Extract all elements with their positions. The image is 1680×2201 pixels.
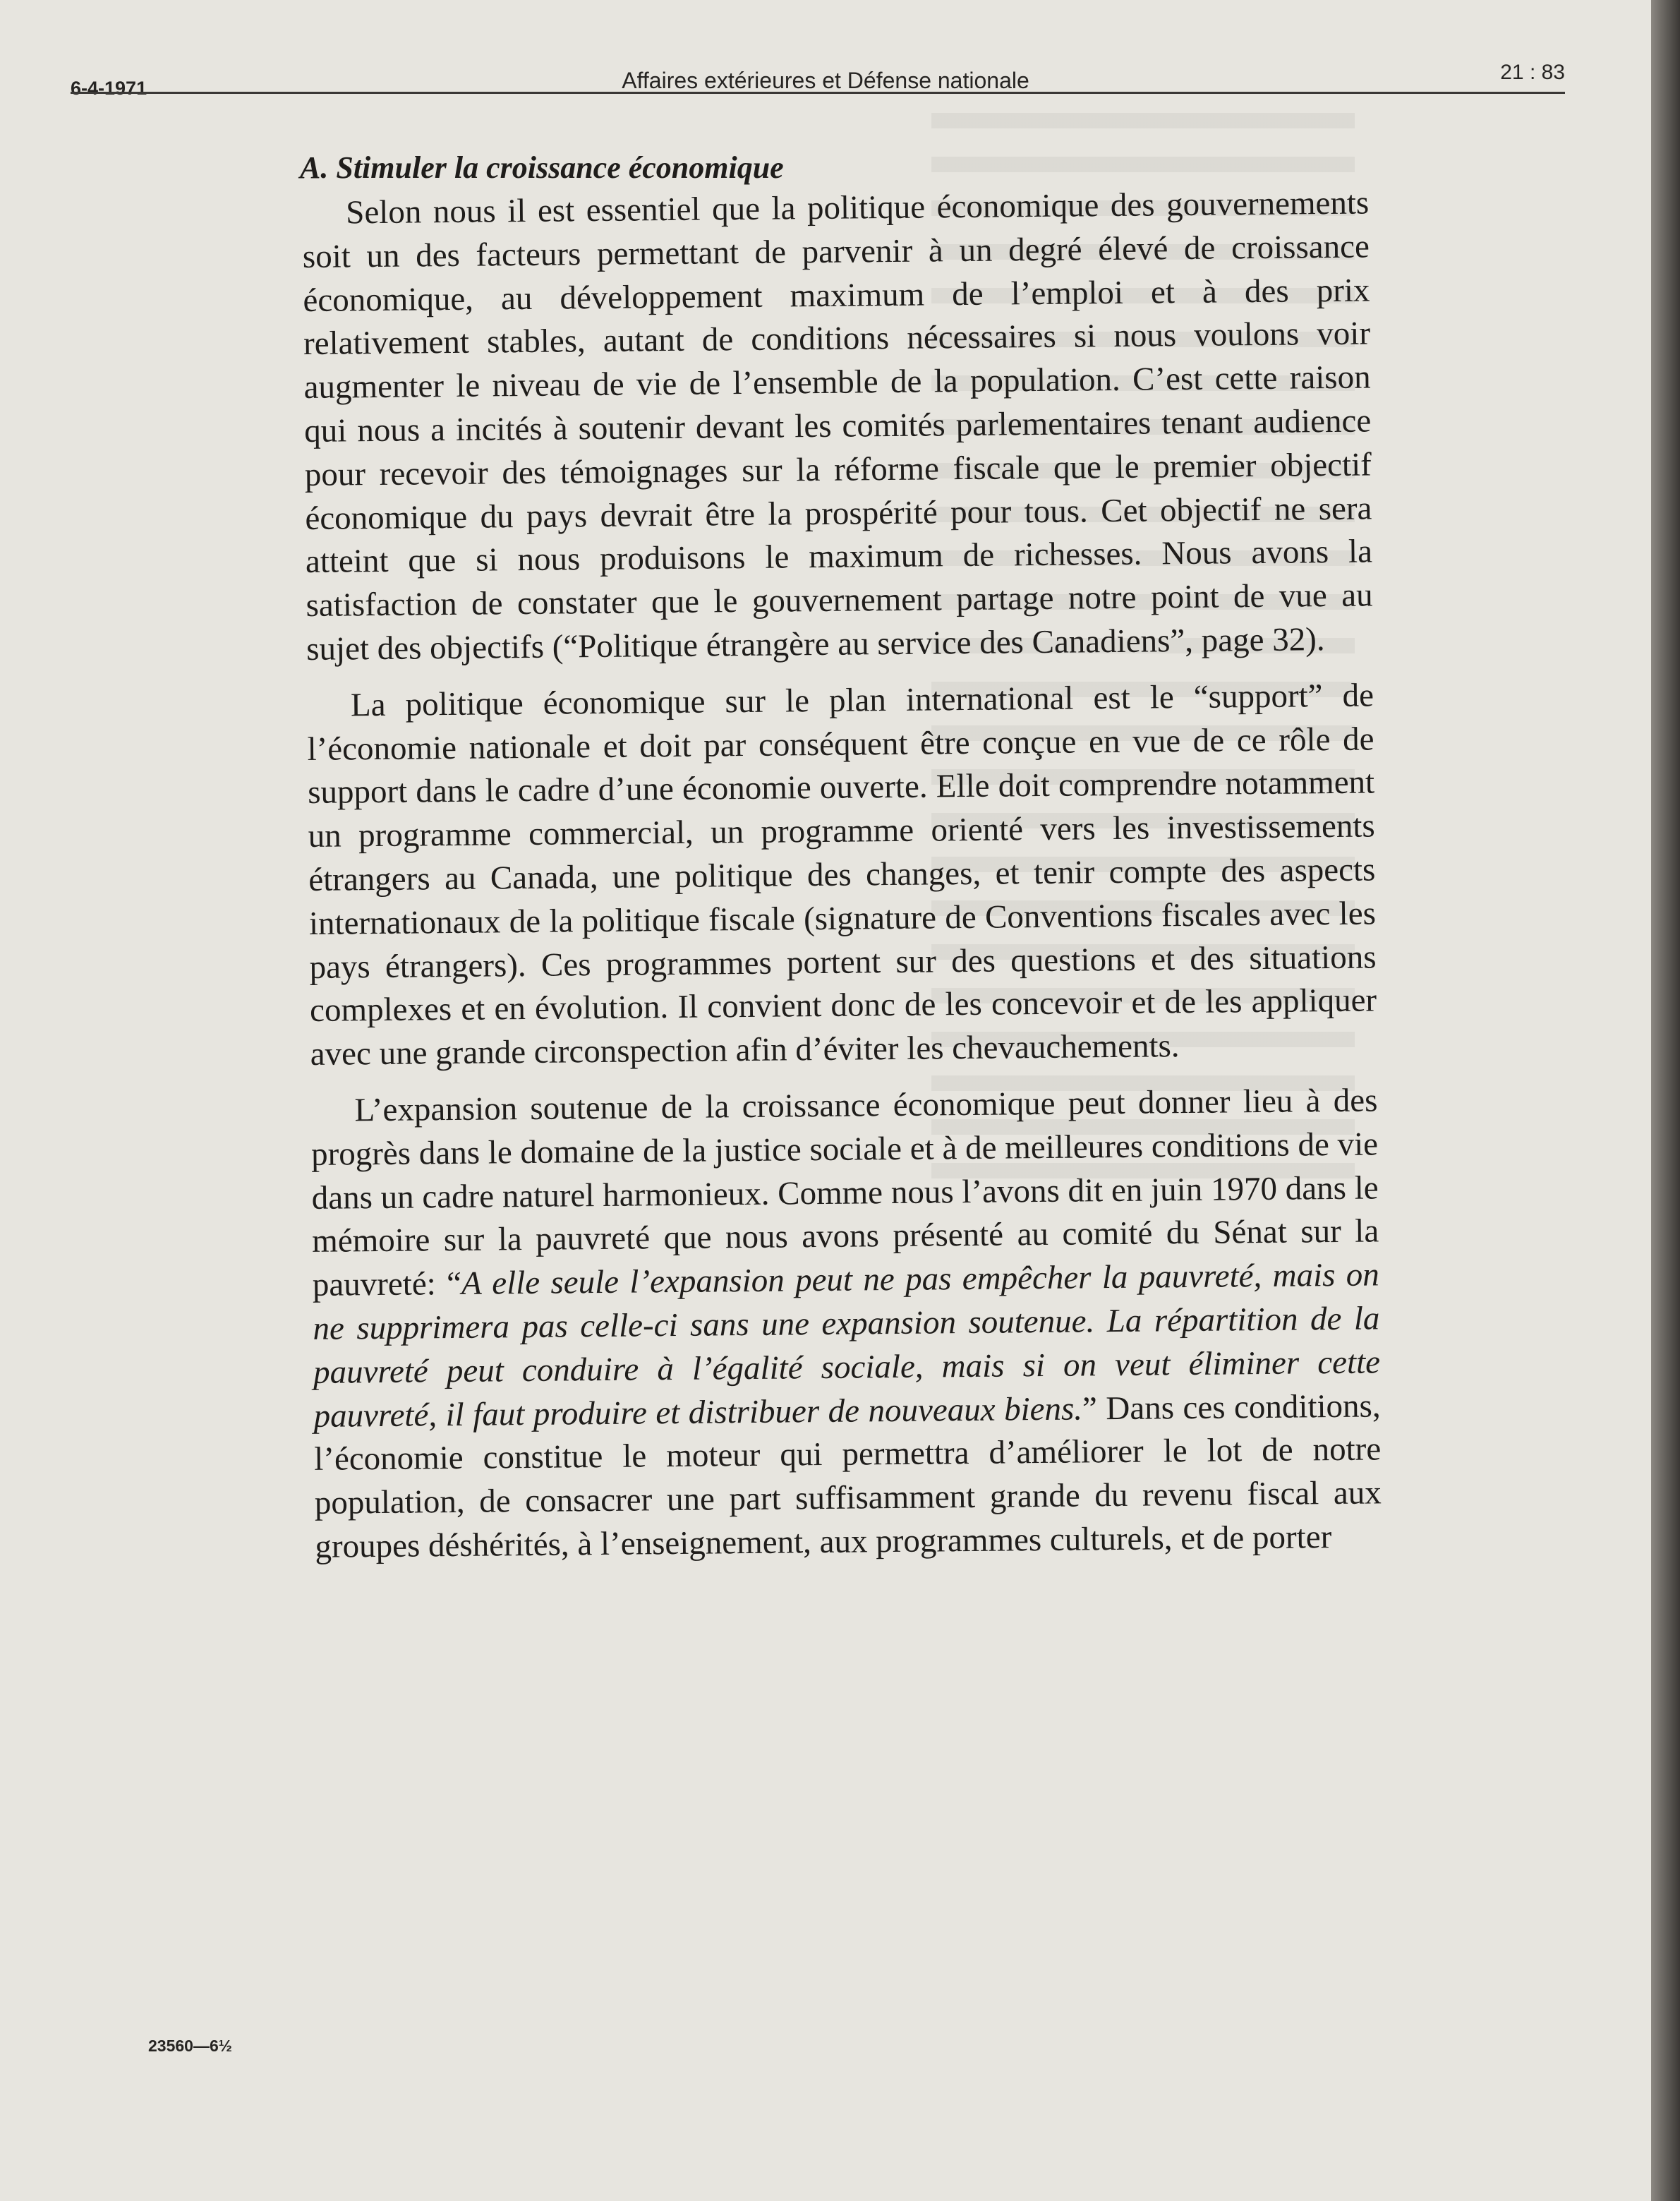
header-page-number: 21 : 83 bbox=[1500, 61, 1565, 84]
section-heading: A. Stimuler la croissance économique bbox=[300, 150, 784, 185]
paragraph-3-intro: L’expansion soutenue de la croissance économique peut donner lieu à des progrès dans le domaine de la justice sociale et à de meilleures conditions de vie dans un cadre naturel harmonieux. Comme nous l’avons dit en juin 1970 dans le mémoire sur la pauvreté que nous avons présenté au comité du Sénat sur la pauvreté: “ bbox=[310, 1082, 1379, 1304]
footer-code: 23560—6½ bbox=[148, 2037, 232, 2055]
paragraph-3 bbox=[310, 1079, 1382, 1569]
paragraph-3-rest: ” Dans ces conditions, l’économie constitue le moteur qui permettra d’améliorer le lot de notre population, de consacrer une part suffisamment grande du revenu fiscal aux groupes déshérités, à l’enseignement, aux programmes culturels, et de porter bbox=[313, 1387, 1382, 1565]
header-rule bbox=[71, 92, 1565, 94]
paragraph-3-quote: A elle seule l’expansion peut ne pas empêcher la pauvreté, mais on ne supprimera pas celle-ci sans une expansion soutenue. La répartition de la pauvreté peut conduire à l’égalité sociale, mais si on veut éliminer cette pauvreté, il faut produire et distribuer de nouveaux biens. bbox=[313, 1256, 1381, 1435]
header-title: Affaires extérieures et Défense nationale bbox=[622, 68, 1029, 93]
header-date: 6-4-1971 bbox=[71, 78, 147, 99]
paragraph-2: La politique économique sur le plan international est le “support” de l’économie nationale et doit par conséquent être conçue en vue de ce rôle de support dans le cadre d’une économie ouverte. Elle doit comprendre notamment un programme commercial, un programme orienté vers les investissements étrangers au Canada, une politique des changes, et tenir compte des aspects internationaux de la politique fiscale (signature de Conventions fiscales avec les pays étrangers). Ces programmes portent sur des questions et des situations complexes et en évolution. Il convient donc de les concevoir et de les appliquer avec une grande circonspection afin d’éviter les chevauchements. bbox=[307, 677, 1377, 1073]
page-edge-shadow bbox=[1651, 0, 1680, 2201]
paragraph-1: Selon nous il est essentiel que la politique économique des gouvernements soit un des facteurs permettant de parvenir à un degré élevé de croissance économique, au développement maximum de l’emploi et à des prix relativement stables, autant de conditions nécessaires si nous voulons voir augmenter le niveau de vie de l’ensemble de la population. C’est cette raison qui nous a incités à soutenir devant les comités parlementaires tenant audience pour recevoir des témoignages sur la réforme fiscale que le premier objectif économique du pays devrait être la prospérité pour tous. Cet objectif ne sera atteint que si nous produisons le maximum de richesses. Nous avons la satisfaction de constater que le gouvernement partage notre point de vue au sujet des objectifs (“Politique étrangère au service des Canadiens”, page 32). bbox=[302, 184, 1373, 668]
body-text bbox=[302, 181, 1382, 1569]
